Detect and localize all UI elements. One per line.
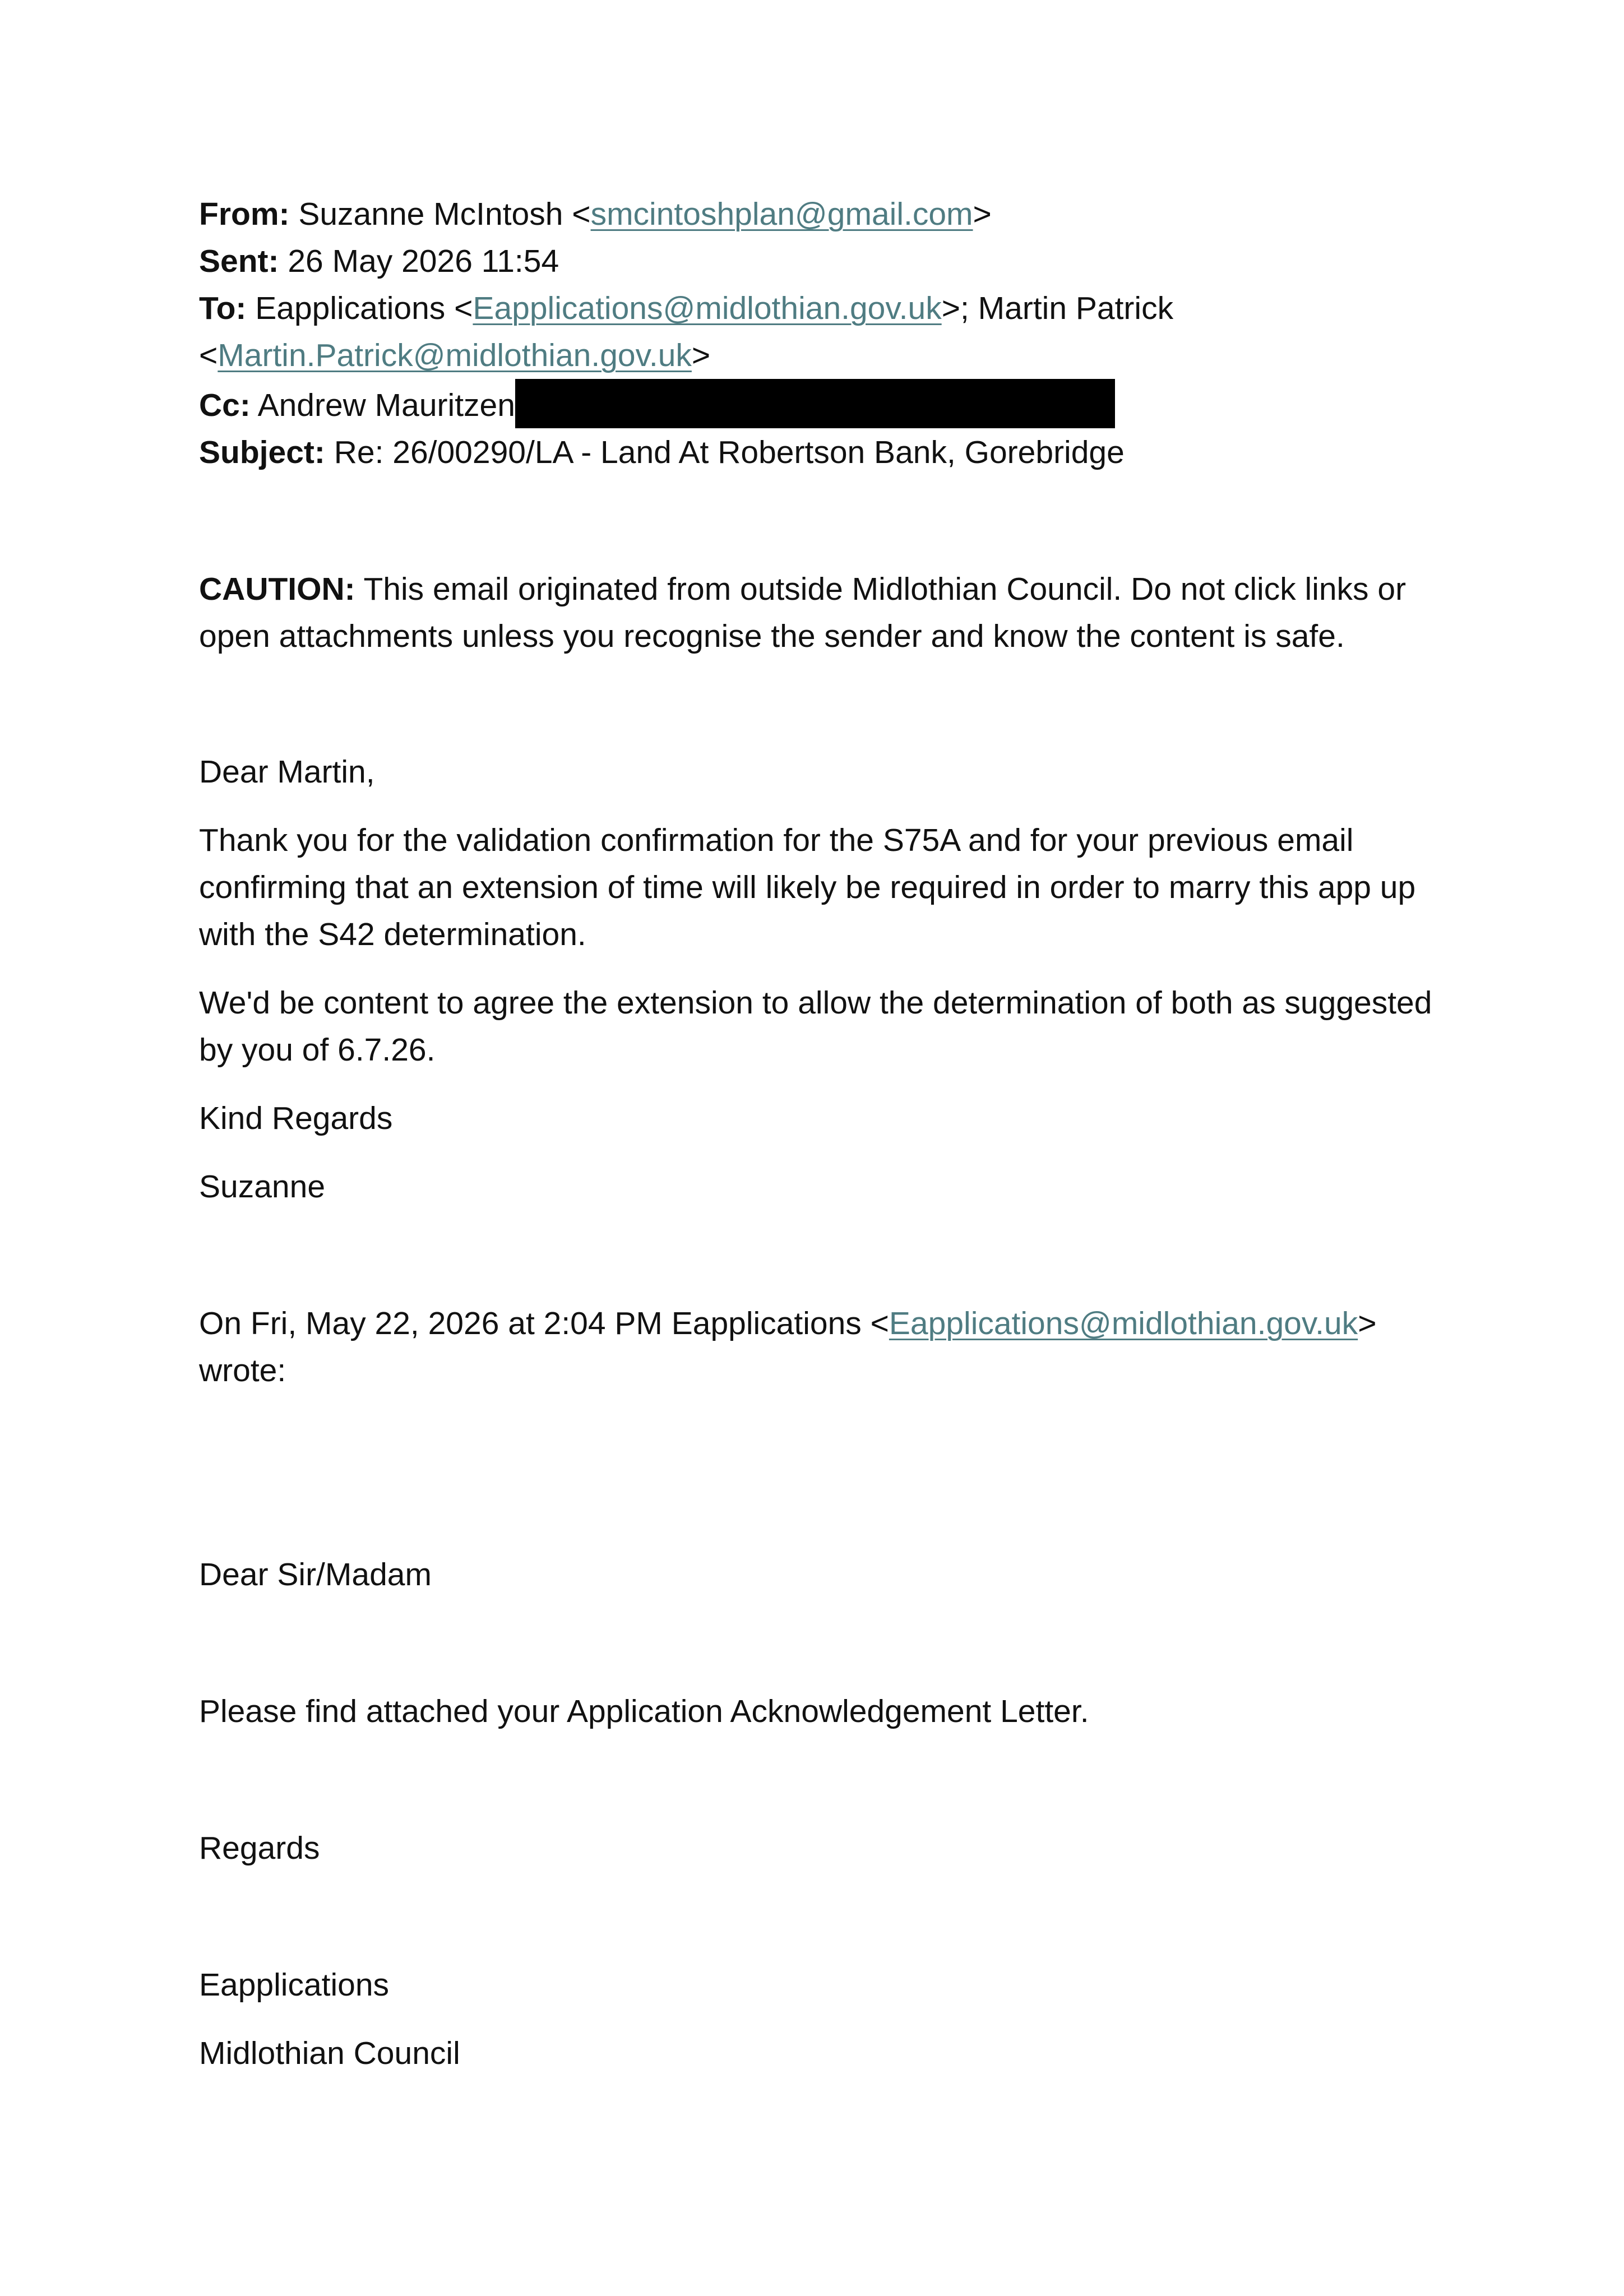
cc-name: Andrew Mauritzen [257,387,515,423]
from-name: Suzanne McIntosh < [298,196,591,232]
from-line [199,191,1449,238]
caution-text: This email originated from outside Midlothian Council. Do not click links or open attachments unless you recognise the sender and know the content is safe. [199,571,1406,654]
caution-label: CAUTION: [199,571,355,607]
to-close-2: > [691,337,711,373]
subject-value: Re: 26/00290/LA - Land At Robertson Bank, Gorebridge [334,434,1125,470]
quoted-signature-line-2: Midlothian Council [199,2035,460,2071]
cc-line [199,379,1449,429]
reply-signature: Suzanne [199,1169,326,1205]
redaction-block [515,379,1115,428]
quoted-signoff: Regards [199,1830,320,1866]
caution-notice [199,566,1449,660]
to-separator: >; Martin Patrick [941,290,1174,326]
sent-value: 26 May 2026 11:54 [288,243,559,279]
quoted-intro [199,1300,1449,1347]
quoted-signature-line-1: Eapplications [199,1967,390,2003]
subject-label: Subject: [199,434,325,470]
quoted-intro-text: On Fri, May 22, 2026 at 2:04 PM Eapplications < [199,1306,889,1341]
to-line-2 [199,332,1449,379]
quoted-greeting: Dear Sir/Madam [199,1557,432,1593]
reply-signoff: Kind Regards [199,1100,393,1136]
email-content [199,191,1449,2077]
cc-label: Cc: [199,387,251,423]
to-open-2: < [199,337,218,373]
to-name-1: Eapplications < [255,290,473,326]
from-close: > [973,196,992,232]
to-email-link-2[interactable]: Martin.Patrick@midlothian.gov.uk [218,337,692,373]
from-email-link[interactable]: smcintoshplan@gmail.com [590,196,973,232]
reply-greeting: Dear Martin, [199,754,375,790]
quoted-body: Please find attached your Application Acknowledgement Letter. [199,1693,1089,1729]
reply-paragraph-2: We'd be content to agree the extension to allow the determination of both as suggested by you of 6.7.26. [199,985,1432,1068]
quoted-intro-wrote: wrote: [199,1353,286,1388]
sent-line [199,238,1449,285]
to-line [199,285,1449,332]
reply-paragraph-1: Thank you for the validation confirmation for the S75A and for your previous email confirming that an extension of time will likely be required in order to marry this app up with the S42 determination. [199,822,1416,952]
quoted-intro-email-link[interactable]: Eapplications@midlothian.gov.uk [889,1306,1358,1341]
quoted-intro-close: > [1358,1306,1377,1341]
sent-label: Sent: [199,243,279,279]
to-email-link-1[interactable]: Eapplications@midlothian.gov.uk [473,290,942,326]
from-label: From: [199,196,290,232]
subject-line [199,429,1449,476]
to-label: To: [199,290,247,326]
